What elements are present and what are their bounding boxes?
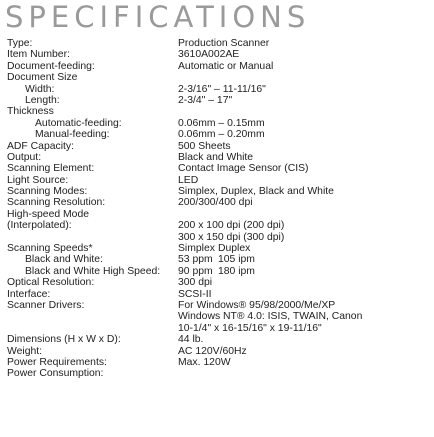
label-black-and-white: Black and White: xyxy=(25,254,103,266)
value-interpolated-1: 200 x 100 dpi (200 dpi) xyxy=(178,220,285,232)
speed-row-bw xyxy=(178,254,430,265)
label-manual-feeding: Manual-feeding: xyxy=(35,129,110,141)
bw-duplex-value: 105 ipm xyxy=(218,254,255,266)
label-type: Type: xyxy=(7,38,33,49)
value-scanner-drivers-2: Windows NT® 4.0: ISIS, TWAIN, Canon xyxy=(178,311,363,323)
value-power-requirements: AC 120V/60Hz xyxy=(178,345,247,357)
value-length: 2-3/4" – 17" xyxy=(178,94,233,106)
label-bw-high-speed: Black and White High Speed: xyxy=(25,265,161,277)
label-dimensions: Dimensions (H x W x D): xyxy=(7,334,121,346)
bw-hs-duplex-value: 180 ipm xyxy=(218,265,255,277)
label-document-feeding: Document-feeding: xyxy=(7,60,95,72)
label-power-requirements: Power Requirements: xyxy=(7,356,107,368)
page-title: SPECIFICATIONS xyxy=(5,0,311,34)
value-scanner-drivers-1: For Windows® 95/98/2000/Me/XP xyxy=(178,299,336,311)
label-item-number: Item Number: xyxy=(7,49,70,61)
label-output: Output: xyxy=(7,151,42,163)
speed-header-duplex: Duplex xyxy=(218,243,251,255)
label-scanning-element: Scanning Element: xyxy=(7,163,95,175)
label-adf-capacity: ADF Capacity: xyxy=(7,140,74,152)
label-length: Length: xyxy=(25,94,60,106)
value-dimensions: 10-1/4" x 16-15/16" x 19-11/16" xyxy=(178,322,322,334)
label-scanning-speeds: Scanning Speeds* xyxy=(7,243,93,255)
label-scanning-modes: Scanning Modes: xyxy=(7,186,88,198)
value-scanning-element: Contact Image Sensor (CIS) xyxy=(178,163,309,175)
value-optical-resolution: 300 dpi xyxy=(178,277,213,289)
speed-header-simplex: Simplex xyxy=(178,243,215,255)
value-light-source: LED xyxy=(178,174,199,186)
label-weight: Weight: xyxy=(7,345,43,357)
value-power-consumption: Max. 120W xyxy=(178,356,231,368)
bw-hs-simplex-value: 90 ppm xyxy=(178,265,213,277)
label-scanning-resolution: Scanning Resolution: xyxy=(7,197,106,209)
label-scanner-drivers: Scanner Drivers: xyxy=(7,299,85,311)
label-thickness: Thickness xyxy=(7,106,54,118)
value-document-feeding: Automatic or Manual xyxy=(178,60,274,72)
label-document-size: Document Size xyxy=(7,72,78,84)
label-interpolated: (Interpolated): xyxy=(7,220,72,232)
spec-values-column xyxy=(178,38,430,368)
label-width: Width: xyxy=(25,83,55,95)
value-width: 2-3/16" – 11-11/16" xyxy=(178,83,266,95)
value-type: Production Scanner xyxy=(178,38,270,49)
value-weight: 44 lb. xyxy=(178,334,204,346)
value-interpolated-2: 300 x 150 dpi (300 dpi) xyxy=(178,231,285,243)
value-item-number: 3610A002AE xyxy=(178,49,240,61)
value-automatic-feeding: 0.06mm – 0.15mm xyxy=(178,117,265,129)
speed-row-bw-high-speed xyxy=(178,266,430,277)
label-automatic-feeding: Automatic-feeding: xyxy=(35,117,122,129)
label-interface: Interface: xyxy=(7,288,51,300)
label-light-source: Light Source: xyxy=(7,174,69,186)
label-high-speed-mode: High-speed Mode xyxy=(7,208,90,220)
label-power-consumption: Power Consumption: xyxy=(7,368,104,380)
label-optical-resolution: Optical Resolution: xyxy=(7,277,95,289)
value-adf-capacity: 500 Sheets xyxy=(178,140,231,152)
value-output: Black and White xyxy=(178,151,254,163)
value-scanning-resolution: 200/300/400 dpi xyxy=(178,197,253,209)
speed-table-header xyxy=(178,243,430,254)
value-scanning-modes: Simplex, Duplex, Black and White xyxy=(178,186,334,198)
bw-simplex-value: 53 ppm xyxy=(178,254,213,266)
value-interface: SCSI-II xyxy=(178,288,212,300)
spec-labels-column xyxy=(7,38,207,380)
value-manual-feeding: 0.06mm – 0.20mm xyxy=(178,129,265,141)
